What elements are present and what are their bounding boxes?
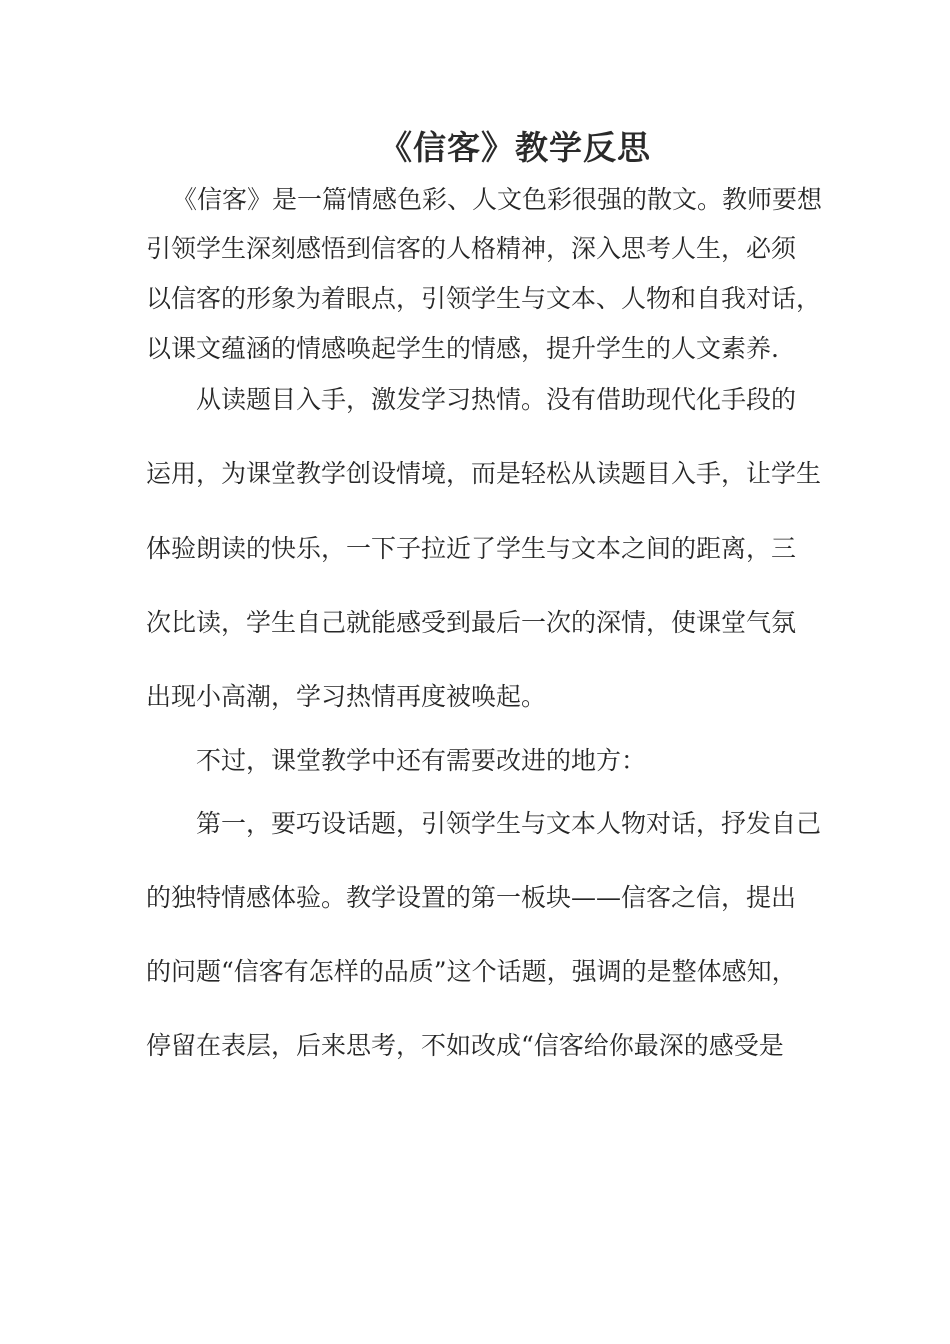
text-line: 第一，要巧设话题，引领学生与文本人物对话，抒发自己 [196,809,822,838]
text-line: 《信客》是一篇情感色彩、人文色彩很强的散文。教师要想 [172,185,823,214]
text-line: 次比读，学生自己就能感受到最后一次的深情，使课堂气氛 [146,608,797,637]
text-line: 以课文蕴涵的情感唤起学生的情感，提升学生的人文素养. [146,334,779,363]
text-line: 引领学生深刻感悟到信客的人格精神，深入思考人生，必须 [146,234,797,263]
text-line: 的独特情感体验。教学设置的第一板块——信客之信，提出 [146,883,797,912]
text-line: 体验朗读的快乐，一下子拉近了学生与文本之间的距离，三 [146,534,797,563]
text-line: 运用，为课堂教学创设情境，而是轻松从读题目入手，让学生 [146,459,822,488]
text-line: 以信客的形象为着眼点，引领学生与文本、人物和自我对话， [146,284,822,313]
document-title: 《信客》教学反思 [379,128,651,167]
text-line: 停留在表层，后来思考，不如改成“信客给你最深的感受是 [146,1031,784,1060]
text-line: 的问题“信客有怎样的品质”这个话题，强调的是整体感知， [146,957,797,986]
text-line: 不过，课堂教学中还有需要改进的地方： [196,746,647,775]
text-line: 出现小高潮，学习热情再度被唤起。 [146,682,547,711]
text-line: 从读题目入手，激发学习热情。没有借助现代化手段的 [196,385,797,414]
